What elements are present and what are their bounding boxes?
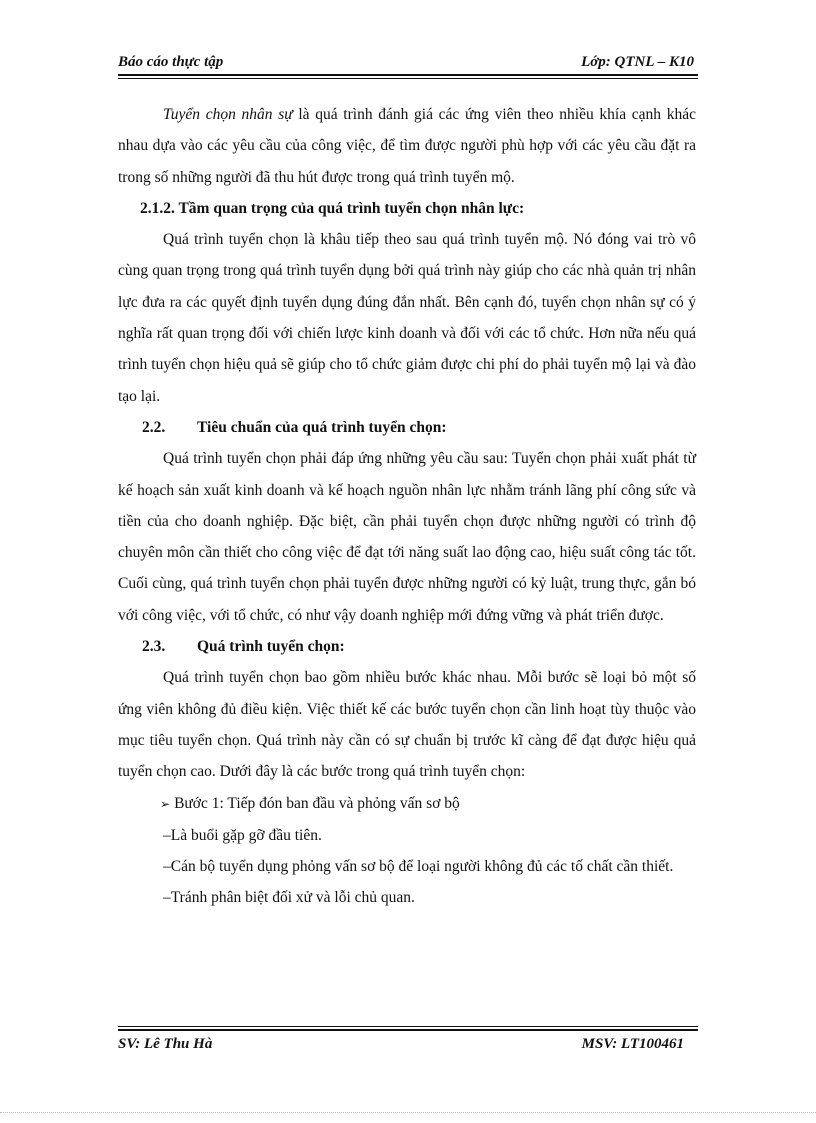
dash-item-2: –Cán bộ tuyển dụng phỏng vấn sơ bộ để loại người không đủ các tố chất cần thiết. <box>163 858 674 876</box>
intro-text: là quá trình đánh giá các ứng viên theo nhiều khía cạnh khác nhau dựa vào các yêu cầu của công việc, để tìm được người phù hợp với các yêu cầu đặt ra trong số những người đã thu hút được trong quá trình tuyển mộ. <box>118 106 696 186</box>
heading-2-3 <box>118 631 696 662</box>
header-rule-thin <box>118 78 698 79</box>
bullet-step-1-text: Bước 1: Tiếp đón ban đầu và phỏng vấn sơ bộ <box>174 794 460 812</box>
bullet-step-1 <box>118 788 696 820</box>
page-edge-dotted-line <box>0 1112 816 1113</box>
document-body <box>118 99 696 914</box>
paragraph-2-2: Quá trình tuyển chọn phải đáp ứng những yêu cầu sau: Tuyển chọn phải xuất phát từ kế hoạch sản xuất kinh doanh và kế hoạch nguồn nhân lực nhằm tránh lãng phí công sức và tiền của cho doanh nghiệp. Đặc biệt, cần phải tuyển chọn được những người có trình độ chuyên môn cần thiết cho công việc để đạt tới năng suất lao động cao, hiệu suất công tác tốt. Cuối cùng, quá trình tuyển chọn phải tuyển được những người có kỷ luật, trung thực, gắn bó với công việc, với tổ chức, có như vậy doanh nghiệp mới đứng vững và phát triển được. <box>118 450 696 624</box>
footer-rule-thick <box>118 1029 698 1031</box>
footer-student-id: MSV: LT100461 <box>581 1036 684 1052</box>
heading-2-3-title: Quá trình tuyển chọn: <box>197 638 345 656</box>
dash-item-1: –Là buổi gặp gỡ đầu tiên. <box>163 826 322 844</box>
header-class-label: Lớp: QTNL – K10 <box>581 54 694 70</box>
intro-term: Tuyển chọn nhân sự <box>163 106 293 123</box>
heading-2-2 <box>118 412 696 443</box>
heading-2-2-number: 2.2. <box>142 418 166 436</box>
header-report-title: Báo cáo thực tập <box>118 54 224 70</box>
footer-rule-thin <box>118 1026 698 1027</box>
footer-student-name: SV: Lê Thu Hà <box>118 1036 213 1052</box>
arrow-bullet-icon: ➢ <box>160 796 171 811</box>
paragraph-2-1-2: Quá trình tuyển chọn là khâu tiếp theo sau quá trình tuyển mộ. Nó đóng vai trò vô cùng quan trọng trong quá trình tuyển dụng bởi quá trình này giúp cho các nhà quản trị nhân lực đưa ra các quyết định tuyển dụng đúng đắn nhất. Bên cạnh đó, tuyển chọn nhân sự có ý nghĩa rất quan trọng đối với chiến lược kinh doanh và đối với các tổ chức. Hơn nữa nếu quá trình tuyển chọn hiệu quả sẽ giúp cho tổ chức giảm được chi phí do phải tuyển mộ lại và đào tạo lại. <box>118 231 696 405</box>
paragraph-2-3: Quá trình tuyển chọn bao gồm nhiều bước khác nhau. Mỗi bước sẽ loại bỏ một số ứng viên không đủ điều kiện. Việc thiết kế các bước tuyển chọn cần linh hoạt tùy thuộc vào mục tiêu tuyển chọn. Quá trình này cần có sự chuẩn bị trước kĩ càng để đạt được hiệu quả tuyển chọn cao. Dưới đây là các bước trong quá trình tuyển chọn: <box>118 669 696 781</box>
intro-paragraph <box>118 99 696 193</box>
dash-item-3: –Tránh phân biệt đối xử và lỗi chủ quan. <box>163 889 415 907</box>
heading-2-1-2: 2.1.2. Tầm quan trọng của quá trình tuyển chọn nhân lực: <box>140 199 525 217</box>
heading-2-2-title: Tiêu chuẩn của quá trình tuyển chọn: <box>197 418 447 436</box>
heading-2-3-number: 2.3. <box>142 638 166 656</box>
header-rule-thick <box>118 74 698 76</box>
